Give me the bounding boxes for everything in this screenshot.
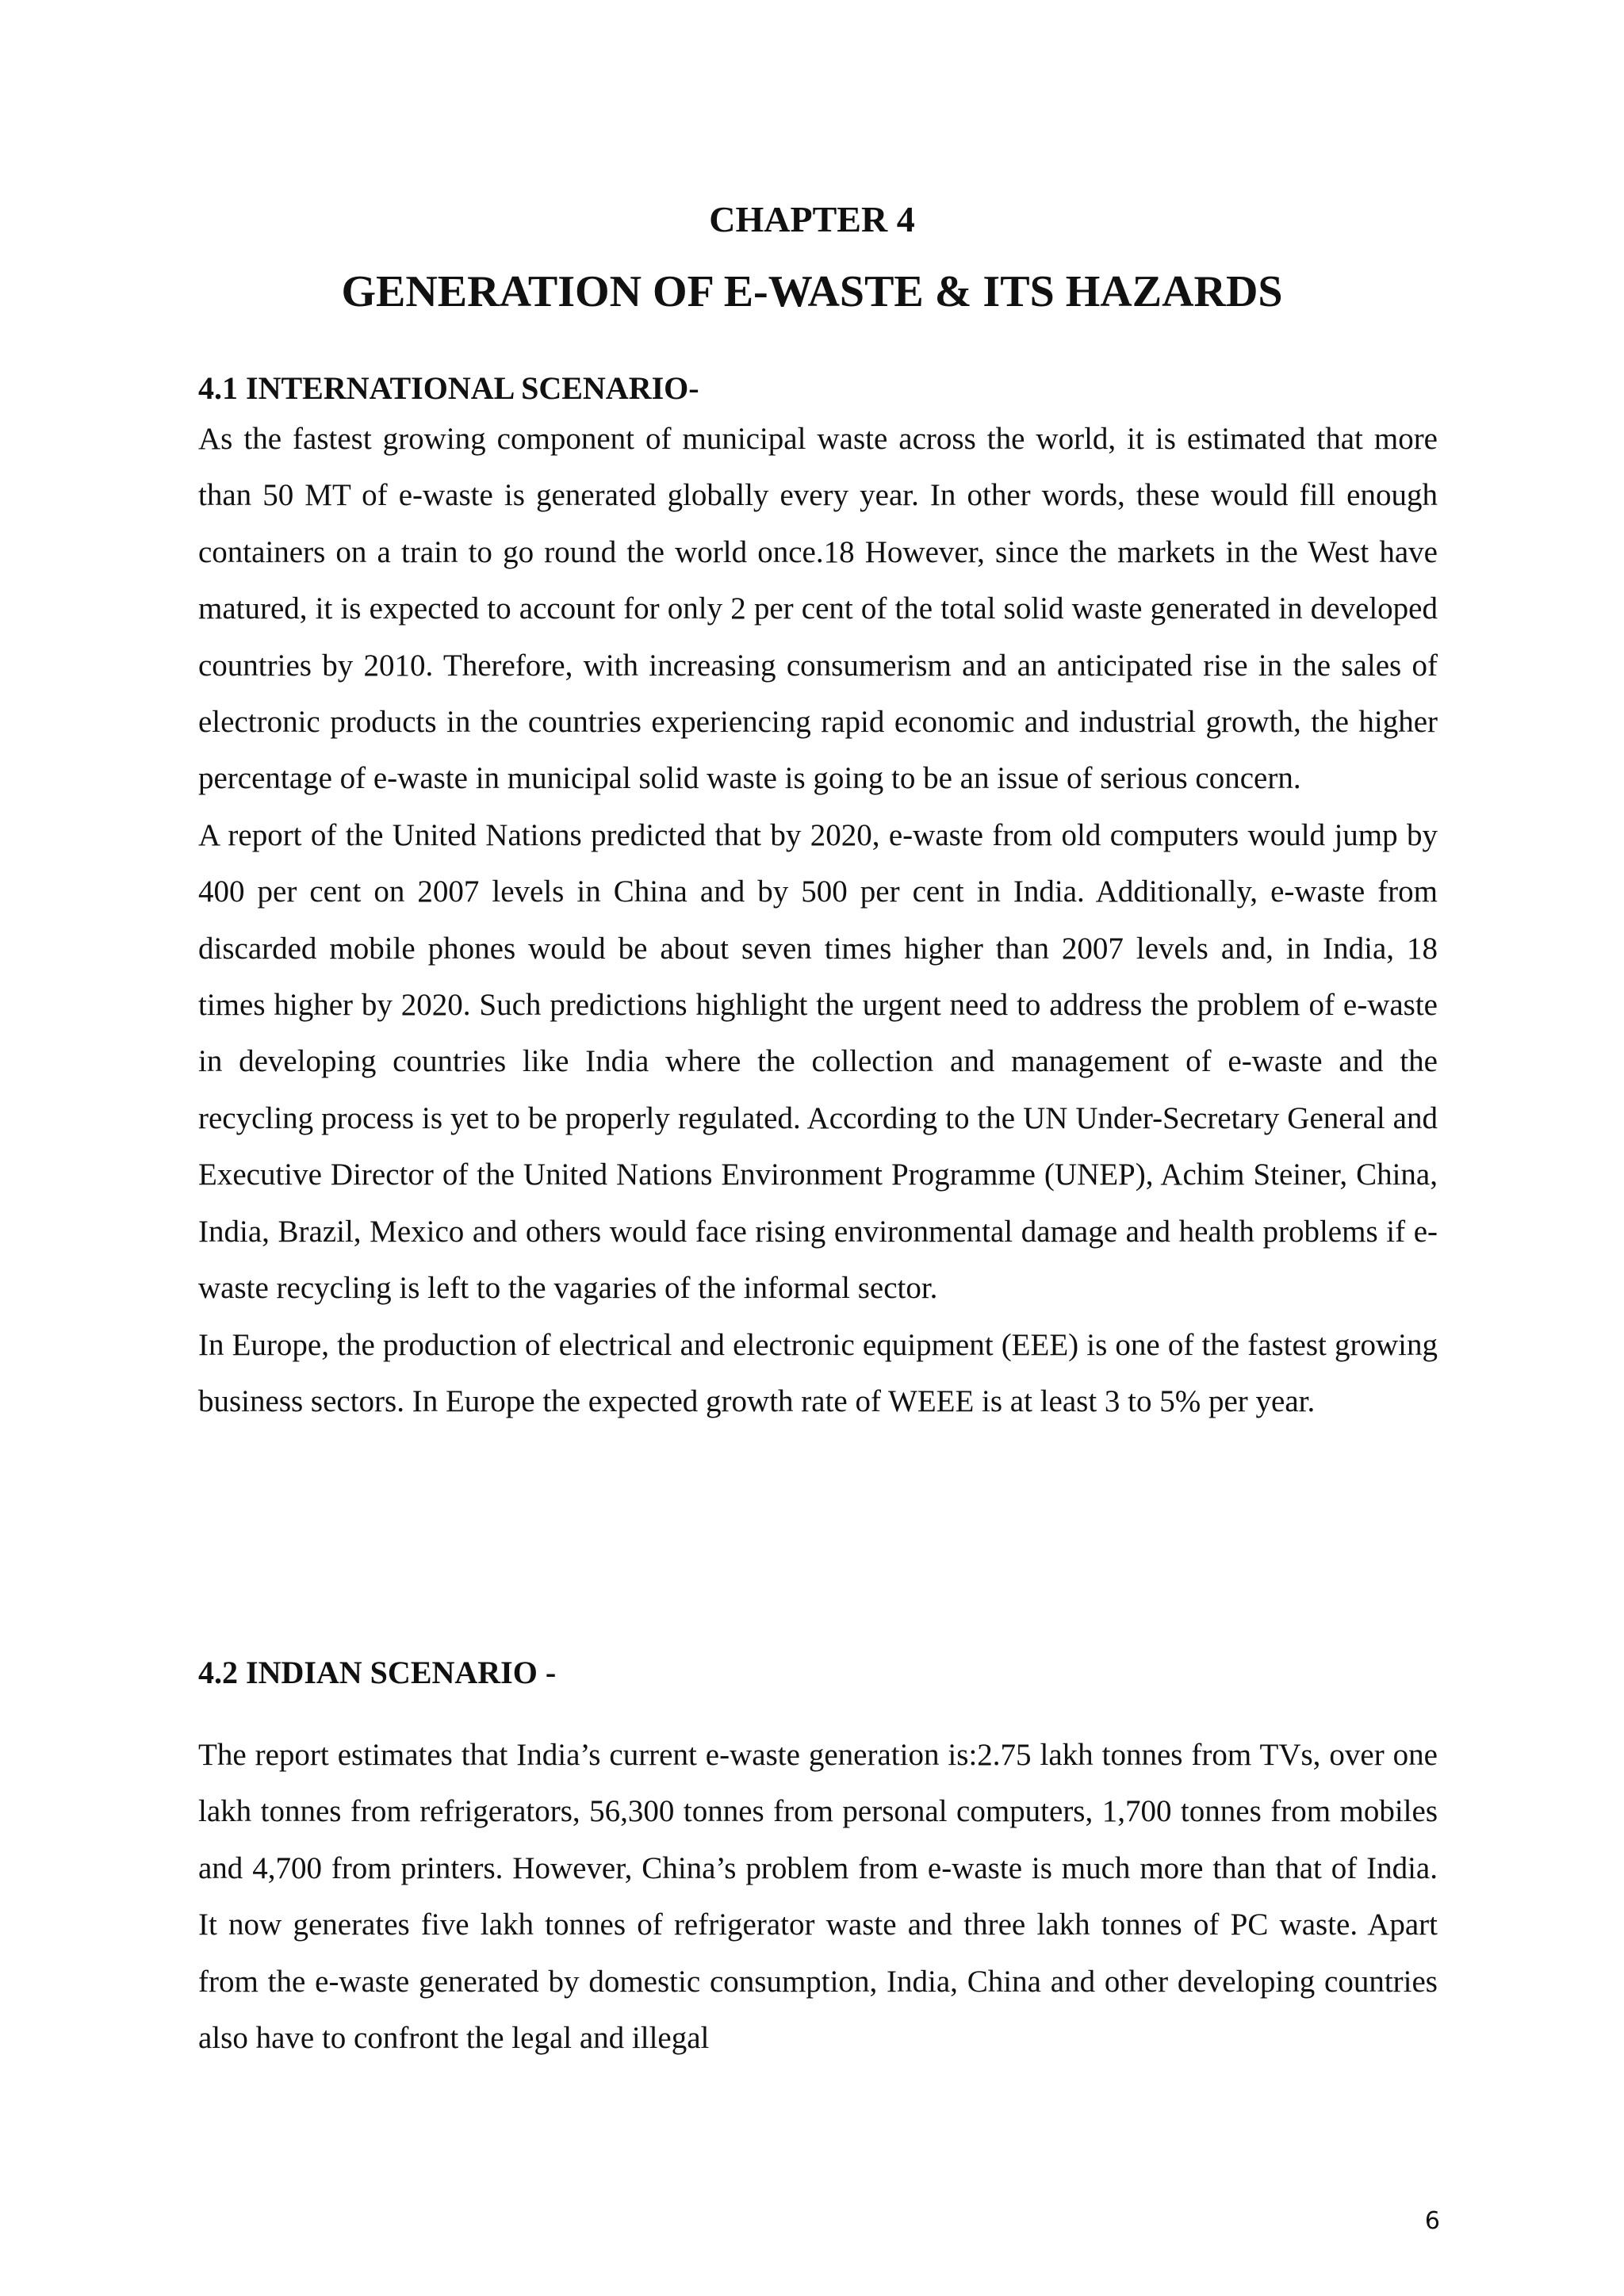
section-heading: 4.2 INDIAN SCENARIO - [198,1655,557,1690]
section-international-scenario [198,366,1438,1429]
paragraph: As the fastest growing component of municipal waste across the world, it is estimated that more than 50 MT of e-waste is generated globally every year. In other words, these would fill enough containers on a train to go round the world once.18 However, since the markets in the West have matured, it is expected to account for only 2 per cent of the total solid waste generated in developed countries by 2010. Therefore, with increasing consumerism and an anticipated rise in the sales of electronic products in the countries experiencing rapid economic and industrial growth, the higher percentage of e-waste in municipal solid waste is going to be an issue of serious concern. [198,422,1438,796]
paragraph: In Europe, the production of electrical and electronic equipment (EEE) is one of the fastest growing business sectors. In Europe the expected growth rate of WEEE is at least 3 to 5% per year. [198,1327,1438,1418]
section-indian-scenario [198,1651,1438,2066]
page-number: 6 [1424,2207,1440,2235]
chapter-title: GENERATION OF E-WASTE & ITS HAZARDS [341,267,1283,316]
paragraph: The report estimates that India’s current e-waste generation is:2.75 lakh tonnes from TVs, over one lakh tonnes from refrigerators, 56,300 tonnes from personal computers, 1,700 tonnes from mobiles and 4,700 from printers. However, China’s problem from e-waste is much more than that of India. It now generates five lakh tonnes of refrigerator waste and three lakh tonnes of PC waste. Apart from the e-waste generated by domestic consumption, India, China and other developing countries also have to confront the legal and illegal [198,1738,1438,2056]
chapter-label: CHAPTER 4 [709,199,915,239]
section-heading: 4.1 INTERNATIONAL SCENARIO- [198,370,699,406]
paragraph: A report of the United Nations predicted that by 2020, e-waste from old computers would jump by 400 per cent on 2007 levels in China and by 500 per cent in India. Additionally, e-waste from discarded mobile phones would be about seven times higher than 2007 levels and, in India, 18 times higher by 2020. Such predictions highlight the urgent need to address the problem of e-waste in developing countries like India where the collection and management of e-waste and the recycling process is yet to be properly regulated. According to the UN Under-Secretary General and Executive Director of the United Nations Environment Programme (UNEP), Achim Steiner, China, India, Brazil, Mexico and others would face rising environmental damage and health problems if e-waste recycling is left to the vagaries of the informal sector. [198,817,1438,1306]
